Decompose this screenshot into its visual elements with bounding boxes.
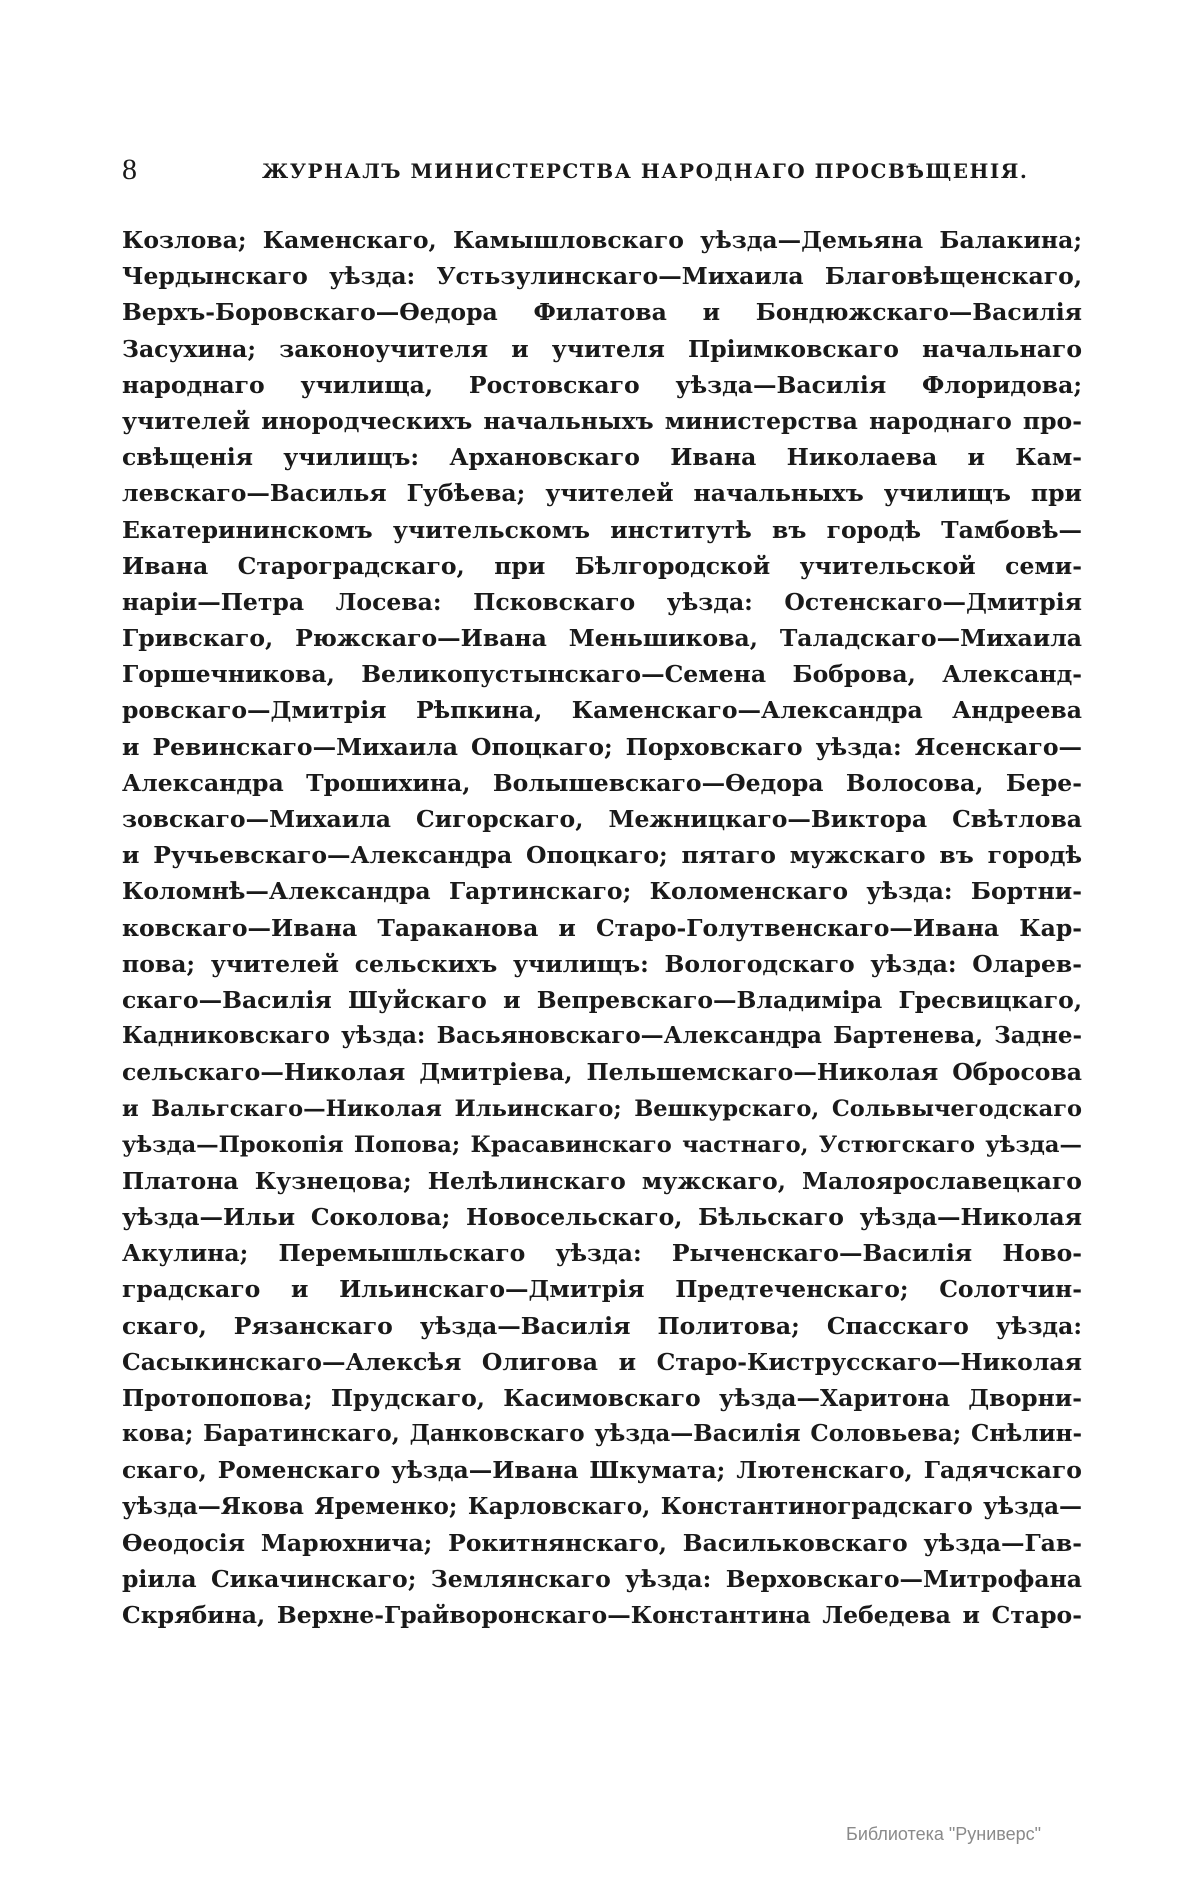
text-line: уѣзда—Прокопія Попова; Красавинскаго частнаго, Устюгскаго уѣзда— <box>122 1131 1082 1158</box>
text-line: Скрябина, Верхне-Грайворонскаго—Константина Лебедева и Старо- <box>122 1601 1082 1630</box>
text-line: уѣзда—Ильи Соколова; Новосельскаго, Бѣльскаго уѣзда—Николая <box>122 1203 1082 1232</box>
text-line: Екатерининскомъ учительскомъ институтѣ въ городѣ Тамбовѣ— <box>122 515 1082 544</box>
text-line: Ѳеодосія Марюхнича; Рокитнянскаго, Васильковскаго уѣзда—Гав- <box>122 1528 1082 1557</box>
text-line: левскаго—Василья Губѣева; учителей начальныхъ училищъ при <box>122 479 1082 508</box>
text-line: народнаго училища, Ростовскаго уѣзда—Василія Флоридова; <box>122 370 1082 399</box>
text-line: зовскаго—Михаила Сигорскаго, Межницкаго—Виктора Свѣтлова <box>122 805 1082 833</box>
text-line: скаго, Рязанскаго уѣзда—Василія Политова; Спасскаго уѣзда: <box>122 1311 1082 1340</box>
text-line: Чердынскаго уѣзда: Устьзулинскаго—Михаила Благовѣщенскаго, <box>122 262 1082 291</box>
text-line: Ивана Староградскаго, при Бѣлгородской учительской семи- <box>122 551 1082 580</box>
journal-title: ЖУРНАЛЪ МИНИСТЕРСТВА НАРОДНАГО ПРОСВѢЩЕНІЯ. <box>262 159 1029 183</box>
text-line: уѣзда—Якова Яременко; Карловскаго, Константиноградскаго уѣзда— <box>122 1492 1082 1520</box>
text-line: Сасыкинскаго—Алексѣя Олигова и Старо-Киструсскаго—Николая <box>122 1347 1082 1376</box>
text-line: и Вальгскаго—Николая Ильинскаго; Вешкурскаго, Сольвычегодскаго <box>122 1095 1082 1122</box>
text-line: кова; Баратинскаго, Данковскаго уѣзда—Василія Соловьева; Снѣлин- <box>122 1420 1082 1448</box>
text-line: градскаго и Ильинскаго—Дмитрія Предтеченскаго; Солотчин- <box>122 1275 1082 1304</box>
text-line: свѣщенія училищъ: Архановскаго Ивана Николаева и Кам- <box>122 443 1082 472</box>
text-line: Козлова; Каменскаго, Камышловскаго уѣзда—Демьяна Балакина; <box>122 226 1082 254</box>
text-line: Александра Трошихина, Волышевскаго—Ѳедора Волосова, Бере- <box>122 768 1082 797</box>
text-line: Верхъ-Боровскаго—Ѳедора Филатова и Бондюжскаго—Василія <box>122 298 1082 327</box>
text-line: ковскаго—Ивана Тараканова и Старо-Голутвенскаго—Ивана Кар- <box>122 913 1082 942</box>
text-line: ровскаго—Дмитрія Рѣпкина, Каменскаго—Александра Андреева <box>122 696 1082 725</box>
text-line: Протопопова; Прудскаго, Касимовскаго уѣзда—Харитона Дворни- <box>122 1384 1082 1412</box>
text-line: и Ревинскаго—Михаила Опоцкаго; Порховскаго уѣзда: Ясенскаго— <box>122 732 1082 761</box>
text-line: учителей инородческихъ начальныхъ министерства народнаго про- <box>122 406 1082 435</box>
page-number: 8 <box>122 153 137 186</box>
text-line: скаго—Василія Шуйскаго и Вепревскаго—Владиміра Гресвицкаго, <box>122 985 1082 1014</box>
text-line: Акулина; Перемышльскаго уѣзда: Рыченскаго—Василія Ново- <box>122 1239 1082 1268</box>
text-line: наріи—Петра Лосева: Псковскаго уѣзда: Остенскаго—Дмитрія <box>122 587 1082 616</box>
text-line: Горшечникова, Великопустынскаго—Семена Боброва, Александ- <box>122 660 1082 689</box>
text-line: Гривскаго, Рюжскаго—Ивана Меньшикова, Таладскаго—Михаила <box>122 624 1082 653</box>
text-line: ріила Сикачинскаго; Землянскаго уѣзда: Верховскаго—Митрофана <box>122 1564 1082 1593</box>
text-line: пова; учителей сельскихъ училищъ: Вологодскаго уѣзда: Оларев- <box>122 949 1082 978</box>
running-head <box>122 152 1082 192</box>
text-line: и Ручьевскаго—Александра Опоцкаго; пятаго мужскаго въ городѣ <box>122 841 1082 870</box>
text-line: Засухина; законоучителя и учителя Пріимковскаго начальнаго <box>122 334 1082 363</box>
body-text <box>122 222 1082 1633</box>
text-line: сельскаго—Николая Дмитріева, Пельшемскаго—Николая Обросова <box>122 1058 1082 1087</box>
text-line: Коломнѣ—Александра Гартинскаго; Коломенскаго уѣзда: Бортни- <box>122 877 1082 906</box>
text-line: Кадниковскаго уѣзда: Васьяновскаго—Александра Бартенева, Задне- <box>122 1022 1082 1050</box>
text-line: Платона Кузнецова; Нелѣлинскаго мужскаго, Малоярославецкаго <box>122 1166 1082 1195</box>
text-line: скаго, Роменскаго уѣзда—Ивана Шкумата; Лютенскаго, Гадячскаго <box>122 1456 1082 1485</box>
library-credit: Библиотека "Руниверс" <box>846 1824 1042 1844</box>
